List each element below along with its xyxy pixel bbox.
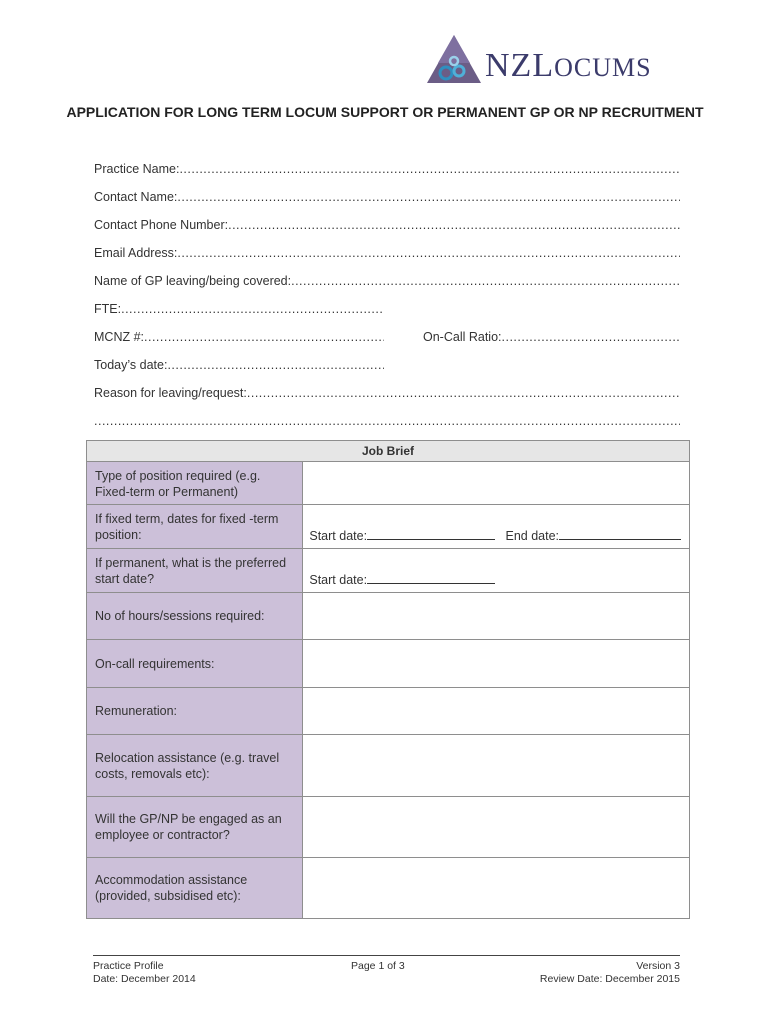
contact-name-field[interactable] [94,189,680,205]
footer-left: Practice Profile Date: December 2014 [93,960,196,985]
start-date-line[interactable] [367,527,495,540]
answer-permanent-start[interactable] [303,549,690,593]
oncall-ratio-label: On-Call Ratio: [423,330,502,344]
footer-right: Version 3 Review Date: December 2015 [539,960,680,985]
table-row [87,593,690,640]
answer-engagement[interactable] [303,797,690,858]
answer-relocation[interactable] [303,735,690,797]
gp-leaving-field[interactable] [94,273,680,289]
practice-name-field[interactable] [94,161,680,177]
answer-remuneration[interactable] [303,688,690,735]
contact-phone-label: Contact Phone Number: [94,218,229,232]
todays-date-label: Today’s date: [94,358,168,372]
answer-position-type[interactable] [303,462,690,505]
mcnz-field[interactable] [94,329,384,345]
question-relocation: Relocation assistance (e.g. travel costs, removals etc): [87,735,303,797]
practice-name-label: Practice Name: [94,162,180,176]
fte-field[interactable] [94,301,384,317]
logo-wordmark: NZLOCUMS [485,47,652,84]
page-footer [93,955,680,985]
nzlocums-logo [425,33,690,85]
reason-field[interactable] [94,385,680,401]
start-date-line[interactable] [367,571,495,584]
contact-phone-field[interactable] [94,217,680,233]
gp-leaving-label: Name of GP leaving/being covered: [94,274,292,288]
table-row [87,688,690,735]
answer-oncall[interactable] [303,640,690,688]
reason-continuation-line[interactable] [94,413,680,429]
start-date-label: Start date: [309,529,368,543]
answer-hours[interactable] [303,593,690,640]
end-date-line[interactable] [559,527,681,540]
oncall-ratio-field[interactable] [423,329,680,345]
logo-triangle-icon [425,33,483,85]
question-hours: No of hours/sessions required: [87,593,303,640]
table-row [87,640,690,688]
email-label: Email Address: [94,246,178,260]
question-accommodation: Accommodation assistance (provided, subsidised etc): [87,858,303,919]
todays-date-field[interactable] [94,357,384,373]
answer-accommodation[interactable] [303,858,690,919]
end-date-label: End date: [505,529,559,543]
mcnz-label: MCNZ #: [94,330,144,344]
table-row [87,797,690,858]
start-date-label: Start date: [309,573,368,587]
question-fixed-term-dates: If fixed term, dates for fixed -term position: [87,505,303,549]
job-brief-header: Job Brief [87,441,690,462]
question-remuneration: Remuneration: [87,688,303,735]
table-row [87,462,690,505]
question-engagement: Will the GP/NP be engaged as an employee or contractor? [87,797,303,858]
question-permanent-start: If permanent, what is the preferred start date? [87,549,303,593]
page-number: Page 1 of 3 [351,960,405,972]
table-row [87,549,690,593]
table-row [87,735,690,797]
question-oncall: On-call requirements: [87,640,303,688]
email-field[interactable] [94,245,680,261]
page-title: APPLICATION FOR LONG TERM LOCUM SUPPORT OR PERMANENT GP OR NP RECRUITMENT [66,104,704,120]
table-row [87,858,690,919]
job-brief-table [86,440,690,919]
table-row [87,505,690,549]
fte-label: FTE: [94,302,122,316]
answer-fixed-term-dates[interactable] [303,505,690,549]
contact-name-label: Contact Name: [94,190,178,204]
question-position-type: Type of position required (e.g. Fixed-term or Permanent) [87,462,303,505]
reason-label: Reason for leaving/request: [94,386,247,400]
